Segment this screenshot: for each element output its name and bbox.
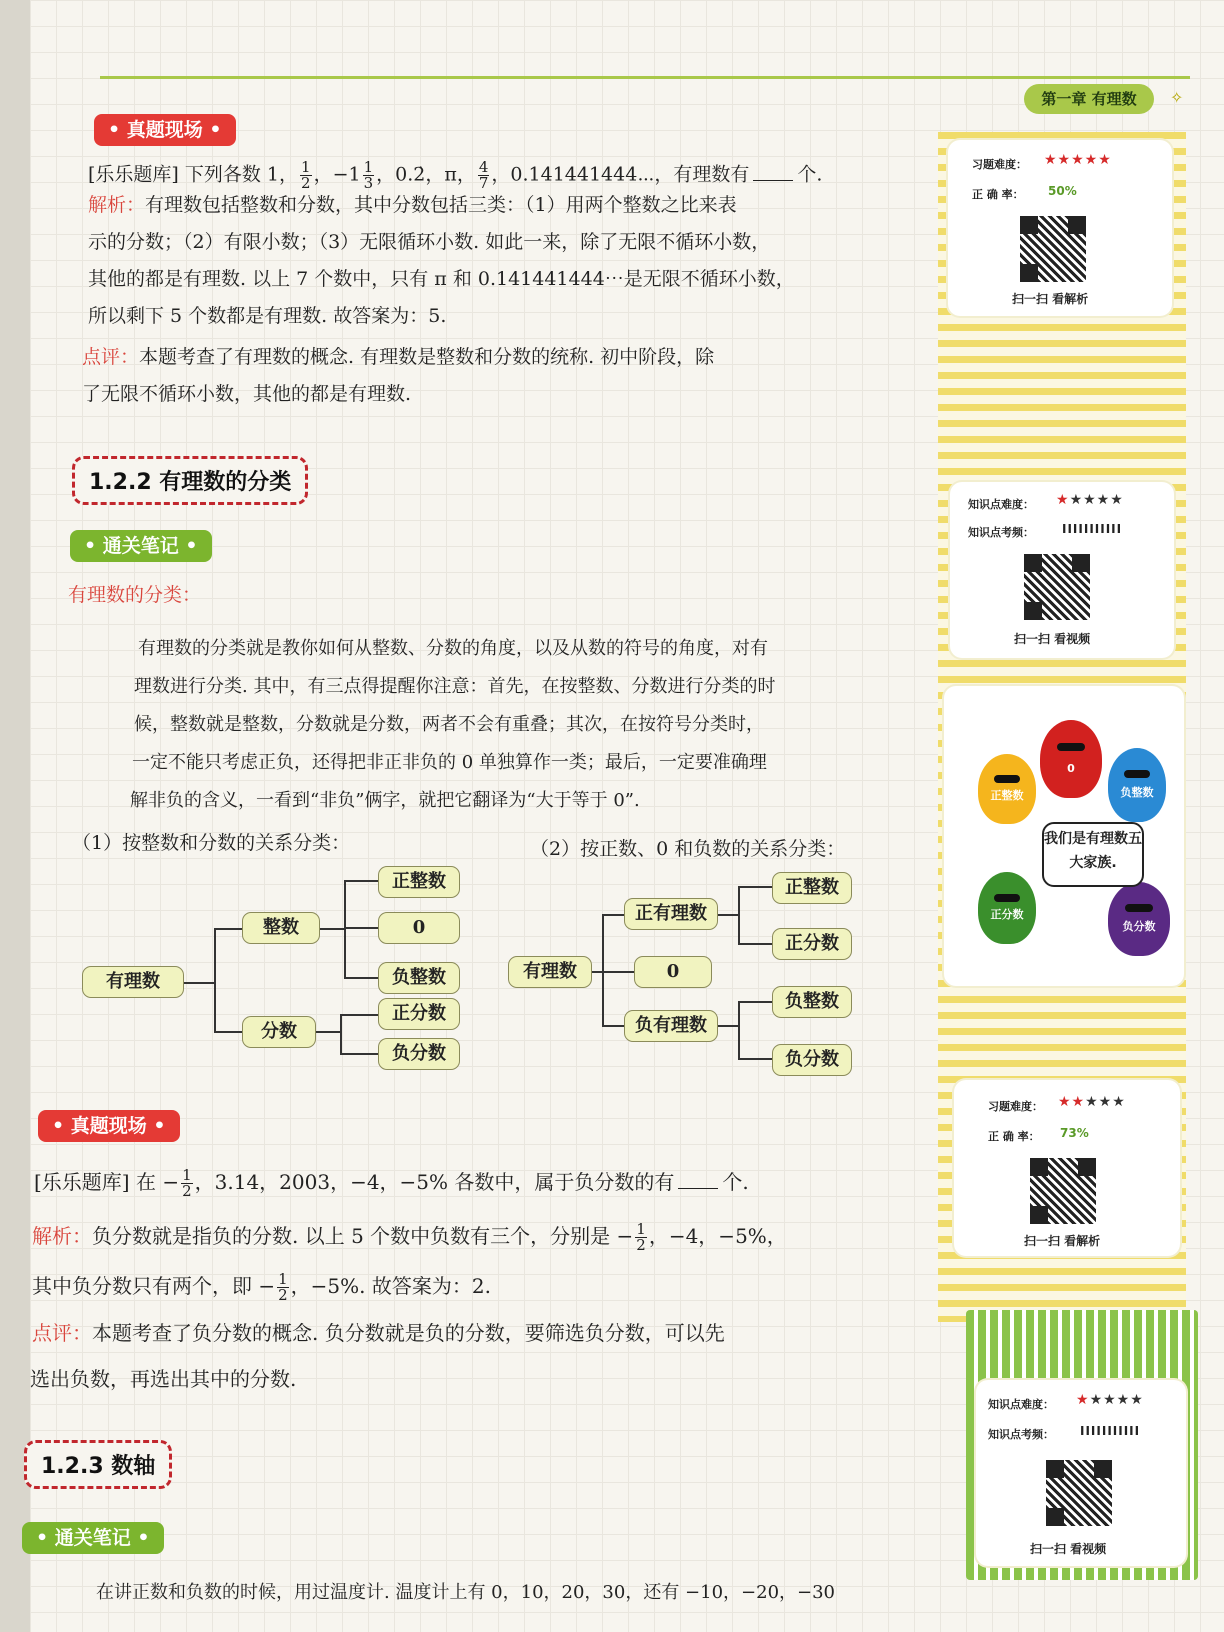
accuracy-value: 50% — [1048, 184, 1077, 198]
real-exam-tag: • 真题现场 • — [94, 114, 236, 146]
qr-code[interactable] — [1024, 554, 1090, 620]
analysis-2-line-2: 其中负分数只有两个，即 − $\frac{1}{2}$ ，−5%. 故答案为：2. — [32, 1270, 491, 1304]
scan-label: 扫一扫 看视频 — [1014, 632, 1091, 646]
difficulty-label: 习题难度： — [972, 158, 1027, 171]
header-rule — [100, 76, 1190, 79]
question-source: [乐乐题库] — [88, 163, 179, 186]
analysis-line-2: 示的分数；（2）有限小数；（3）无限循环小数. 如此一来，除了无限不循环小数， — [88, 231, 771, 253]
sparkle-icon: ✧ — [1170, 88, 1184, 107]
comment-line-2: 了无限不循环小数，其他的都是有理数. — [82, 383, 412, 405]
number-line-intro: 在讲正数和负数的时候，用过温度计. 温度计上有 0，10，20，30，还有 −10，−20，−30 — [96, 1582, 836, 1603]
question-text: 下列各数 1， — [184, 163, 299, 186]
paragraph-line-1: 有理数的分类就是教你如何从整数、分数的角度，以及从数的符号的角度，对有 — [138, 638, 768, 659]
knowledge-difficulty-label: 知识点难度： — [988, 1398, 1054, 1411]
analysis-line-3: 其他的都是有理数. 以上 7 个数中，只有 π 和 0.141441444⋯是无限不循环小数， — [88, 268, 795, 290]
purple-character: 负分数 — [1108, 882, 1170, 956]
question-text: ，0.2̇，π， — [376, 163, 476, 186]
tree2-zero: 0 — [634, 956, 712, 988]
frequency-bars: IIIIIIIIIII — [1080, 1424, 1141, 1438]
accuracy-value: 73% — [1060, 1126, 1089, 1140]
notes-tag-2: • 通关笔记 • — [22, 1522, 164, 1554]
tree2-negative-fraction: 负分数 — [772, 1044, 852, 1076]
paragraph-line-5: 解非负的含义，一看到“非负”俩字，就把它翻译为“大于等于 0”. — [130, 790, 640, 811]
difficulty-stars: ★★★★★ — [1076, 1392, 1144, 1408]
question-text: ，−1 — [313, 163, 361, 186]
analysis-label: 解析： — [88, 194, 146, 216]
scan-label: 扫一扫 看视频 — [1030, 1542, 1107, 1556]
tree2-root: 有理数 — [508, 956, 592, 988]
fraction: $\frac{1}{2}$ — [278, 1270, 288, 1304]
tree1-negative-integer: 负整数 — [378, 962, 460, 994]
book-page — [30, 0, 1224, 1632]
difficulty-stars: ★★★★★ — [1056, 492, 1124, 508]
analysis-line-1: 解析：有理数包括整数和分数，其中分数包括三类：（1）用两个整数之比来表 — [88, 194, 737, 216]
difficulty-stars: ★★★★★ — [1058, 1094, 1126, 1110]
paragraph-line-2: 理数进行分类. 其中，有三点得提醒你注意：首先，在按整数、分数进行分类的时 — [134, 676, 776, 697]
tree1-integer: 整数 — [242, 912, 320, 944]
qr-code[interactable] — [1020, 216, 1086, 282]
tree1-positive-integer: 正整数 — [378, 866, 460, 898]
knowledge-card-1 — [950, 482, 1174, 658]
tree2-negative-integer: 负整数 — [772, 986, 852, 1018]
accuracy-label: 正 确 率： — [988, 1130, 1040, 1143]
tree2-positive-rational: 正有理数 — [624, 898, 718, 930]
tree2-positive-integer: 正整数 — [772, 872, 852, 904]
fraction: $\frac{1}{2}$ — [301, 158, 311, 192]
subheading: 有理数的分类： — [68, 584, 202, 606]
scan-label: 扫一扫 看解析 — [1012, 292, 1089, 306]
scan-label: 扫一扫 看解析 — [1024, 1234, 1101, 1248]
tree1-positive-fraction: 正分数 — [378, 998, 460, 1030]
fraction: $\frac{1}{3}$ — [363, 158, 374, 192]
blue-character: 负整数 — [1108, 748, 1166, 822]
notes-tag: • 通关笔记 • — [70, 530, 212, 562]
tree2-positive-fraction: 正分数 — [772, 928, 852, 960]
comment-2-line-2: 选出负数，再选出其中的分数. — [30, 1367, 297, 1391]
answer-blank — [678, 1188, 718, 1189]
chapter-tab: 第一章 有理数 — [1024, 84, 1154, 114]
answer-blank — [753, 180, 793, 181]
tree1-root: 有理数 — [82, 966, 184, 998]
knowledge-card-2 — [976, 1380, 1186, 1566]
exercise-card-2 — [954, 1080, 1180, 1256]
difficulty-stars: ★★★★★ — [1044, 152, 1112, 168]
tree2-negative-rational: 负有理数 — [624, 1010, 718, 1042]
tree1-fraction: 分数 — [242, 1016, 316, 1048]
knowledge-difficulty-label: 知识点难度： — [968, 498, 1034, 511]
classification-1-label: （1）按整数和分数的关系分类： — [72, 832, 351, 854]
fraction: $\frac{4}{7}$ — [478, 158, 489, 192]
qr-code[interactable] — [1046, 1460, 1112, 1526]
tree1-negative-fraction: 负分数 — [378, 1038, 460, 1070]
question-2: [乐乐题库] 在 − $\frac{1}{2}$ ，3.14，2003，−4，−5% 各数中，属于负分数的有 个. — [34, 1166, 749, 1200]
analysis-line-4: 所以剩下 5 个数都是有理数. 故答案为：5. — [88, 305, 447, 327]
exercise-card-1 — [948, 140, 1172, 316]
comment-line-1: 点评：本题考查了有理数的概念. 有理数是整数和分数的统称. 初中阶段，除 — [82, 346, 715, 368]
frequency-bars: IIIIIIIIIII — [1062, 522, 1123, 536]
paragraph-line-3: 候，整数就是整数，分数就是分数，两者不会有重叠；其次，在按符号分类时， — [134, 714, 764, 735]
accuracy-label: 正 确 率： — [972, 188, 1024, 201]
red-character: 0 — [1040, 720, 1102, 798]
frequency-label: 知识点考频： — [988, 1428, 1054, 1441]
analysis-label: 解析： — [32, 1224, 92, 1248]
question-source: [乐乐题库] — [34, 1170, 130, 1194]
qr-code[interactable] — [1030, 1158, 1096, 1224]
real-exam-tag-2: • 真题现场 • — [38, 1110, 180, 1142]
green-character: 正分数 — [978, 872, 1036, 944]
question-1 — [88, 160, 822, 191]
classification-2-label: （2）按正数、0 和负数的关系分类： — [530, 838, 846, 860]
section-title-1-2-2: 1.2.2 有理数的分类 — [72, 456, 308, 505]
fraction: $\frac{1}{2}$ — [182, 1166, 192, 1200]
comment-label: 点评： — [82, 346, 140, 368]
paragraph-line-4: 一定不能只考虑正负，还得把非正非负的 0 单独算作一类；最后，一定要准确理 — [132, 752, 767, 773]
yellow-character: 正整数 — [978, 754, 1036, 824]
question-text: ，0.141441444⋯，有理数有 — [491, 163, 750, 186]
speech-bubble: 我们是有理数五大家族. — [1042, 822, 1144, 887]
frequency-label: 知识点考频： — [968, 526, 1034, 539]
analysis-2-line-1: 解析：负分数就是指负的分数. 以上 5 个数中负数有三个，分别是 − $\frac{1}{2}$ ，−4，−5%， — [32, 1220, 787, 1254]
comment-2-line-1: 点评：本题考查了负分数的概念. 负分数就是负的分数，要筛选负分数，可以先 — [32, 1321, 725, 1345]
section-title-1-2-3: 1.2.3 数轴 — [24, 1440, 172, 1489]
comment-label: 点评： — [32, 1321, 92, 1345]
tree1-zero: 0 — [378, 912, 460, 944]
difficulty-label: 习题难度： — [988, 1100, 1043, 1113]
question-text: 个. — [797, 163, 823, 186]
fraction: $\frac{1}{2}$ — [636, 1220, 646, 1254]
